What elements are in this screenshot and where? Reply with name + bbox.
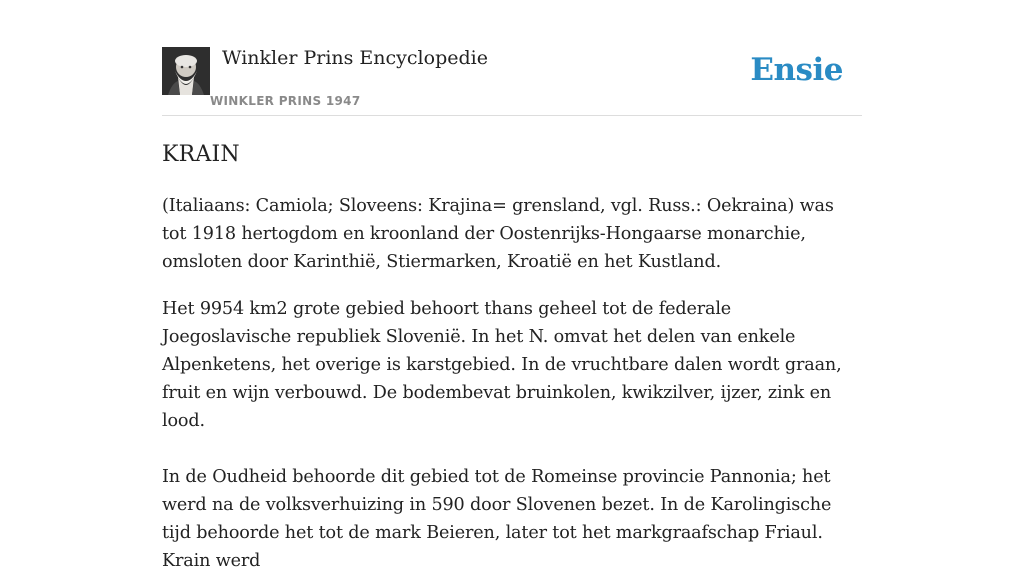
site-title[interactable]: Winkler Prins Encyclopedie: [222, 47, 488, 69]
bearded-man-portrait-icon: [162, 47, 210, 95]
source-label[interactable]: WINKLER PRINS 1947: [210, 94, 361, 108]
article: [162, 140, 862, 575]
article-paragraph: Het 9954 km2 grote gebied behoort thans geheel tot de federale Joegoslavische republiek Slovenië. In het N. omvat het delen van enkele Alpenketens, het overige is karstgebied. In de vruchtbare dalen wordt graan, fruit en wijn verbouwd. De bodembevat bruinkolen, kwikzilver, ijzer, zink en lood.: [162, 299, 842, 431]
header-divider: [162, 115, 862, 116]
ensie-logo[interactable]: Ensie: [750, 52, 843, 88]
article-paragraph: (Italiaans: Camiola; Sloveens: Krajina= grensland, vgl. Russ.: Oekraina) was tot 1918 hertogdom en kroonland der Oostenrijks-Hongaarse monarchie, omsloten door Karinthië, Stiermarken, Kroatië en het Kustland.: [162, 196, 834, 272]
avatar[interactable]: [162, 47, 210, 95]
article-title: KRAIN: [162, 142, 240, 167]
article-paragraph: In de Oudheid behoorde dit gebied tot de Romeinse provincie Pannonia; het werd na de volksverhuizing in 590 door Slovenen bezet. In de Karolingische tijd behoorde het tot de mark Beieren, later tot het markgraafschap Friaul. Krain werd: [162, 467, 832, 571]
